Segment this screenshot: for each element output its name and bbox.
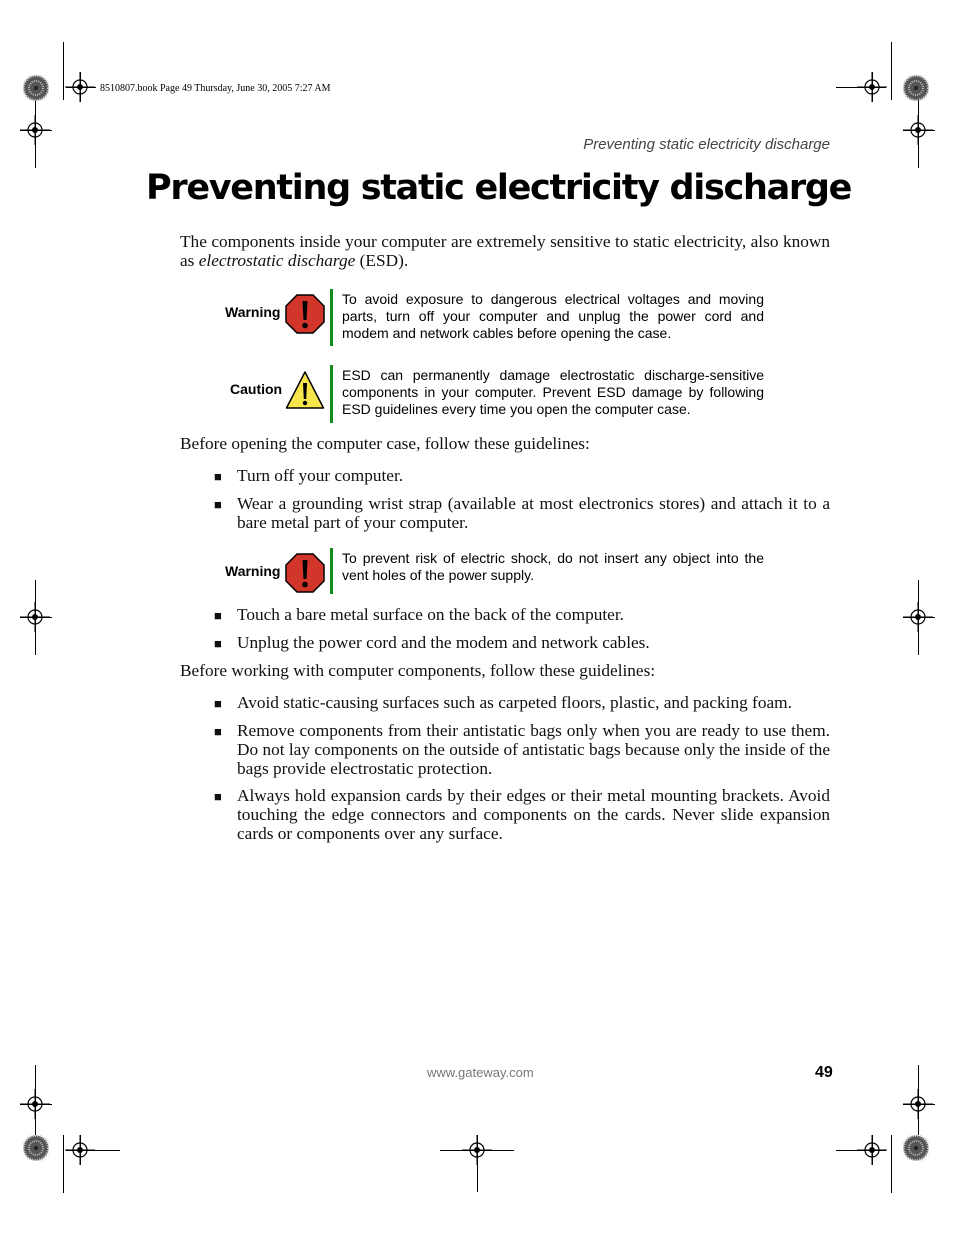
bullet-icon: ■ (214, 636, 222, 651)
list-item: Turn off your computer. (237, 466, 404, 485)
registration-mark-icon (20, 115, 50, 145)
page-number: 49 (815, 1064, 833, 1081)
registration-mark-icon (65, 1135, 95, 1165)
guidelines-intro: Before working with computer components, follow these guidelines: (180, 661, 656, 680)
list-item: Unplug the power cord and the modem and network cables. (237, 633, 650, 652)
notice-text: To avoid exposure to dangerous electrical voltages and moving parts, turn off your computer and unplug the power cord and modem and network cables before opening the case. (342, 291, 764, 341)
exclamation-octagon-icon (285, 294, 325, 334)
page-title: Preventing static electricity discharge (146, 168, 852, 208)
footer-url: www.gateway.com (427, 1065, 534, 1080)
bullet-icon: ■ (214, 696, 222, 711)
bullet-icon: ■ (214, 789, 222, 804)
bullet-icon: ■ (214, 497, 222, 512)
notice-bar (330, 365, 333, 423)
registration-mark-icon (20, 602, 50, 632)
notice-bar (330, 548, 333, 594)
registration-mark-icon (903, 115, 933, 145)
running-head: Preventing static electricity discharge (583, 136, 830, 153)
registration-mark-icon (20, 1089, 50, 1119)
notice-text: ESD can permanently damage electrostatic discharge-sensitive components in your computer. Prevent ESD damage by following ESD guidelines every time you open the computer case. (342, 367, 764, 417)
list-item: Remove components from their antistatic bags only when you are ready to use them. Do not lay components on the outside of antistatic bags because only the inside of the bags provide electrostatic protection. (237, 721, 830, 778)
registration-mark-icon (903, 1089, 933, 1119)
notice-label: Warning (225, 304, 281, 320)
bullet-icon: ■ (214, 608, 222, 623)
color-calibration-wheel-icon (23, 75, 49, 101)
notice-bar (330, 289, 333, 346)
bullet-icon: ■ (214, 469, 222, 484)
registration-mark-icon (903, 602, 933, 632)
registration-mark-icon (857, 1135, 887, 1165)
guidelines-intro: Before opening the computer case, follow these guidelines: (180, 434, 590, 453)
intro-emphasis: electrostatic discharge (198, 251, 356, 270)
notice-label: Warning (225, 563, 281, 579)
warning-triangle-icon (285, 370, 325, 410)
notice-text: To prevent risk of electric shock, do not insert any object into the vent holes of the power supply. (342, 550, 764, 583)
list-item: Wear a grounding wrist strap (available at most electronics stores) and attach it to a bare metal part of your computer. (237, 494, 830, 532)
intro-paragraph: The components inside your computer are extremely sensitive to static electricity, also known as electrostatic discharge (ESD). (180, 232, 830, 270)
color-calibration-wheel-icon (903, 1135, 929, 1161)
notice-label: Caution (230, 381, 283, 397)
print-slug: 8510807.book Page 49 Thursday, June 30, 2005 7:27 AM (100, 83, 331, 94)
color-calibration-wheel-icon (23, 1135, 49, 1161)
exclamation-octagon-icon (285, 553, 325, 593)
list-item: Avoid static-causing surfaces such as carpeted floors, plastic, and packing foam. (237, 693, 792, 712)
registration-mark-icon (857, 72, 887, 102)
list-item: Touch a bare metal surface on the back of the computer. (237, 605, 624, 624)
registration-mark-icon (65, 72, 95, 102)
color-calibration-wheel-icon (903, 75, 929, 101)
bullet-icon: ■ (214, 724, 222, 739)
list-item: Always hold expansion cards by their edges or their metal mounting brackets. Avoid touching the edge connectors and components on the cards. Never slide expansion cards or components over any surface. (237, 786, 830, 843)
registration-mark-icon (462, 1135, 492, 1165)
